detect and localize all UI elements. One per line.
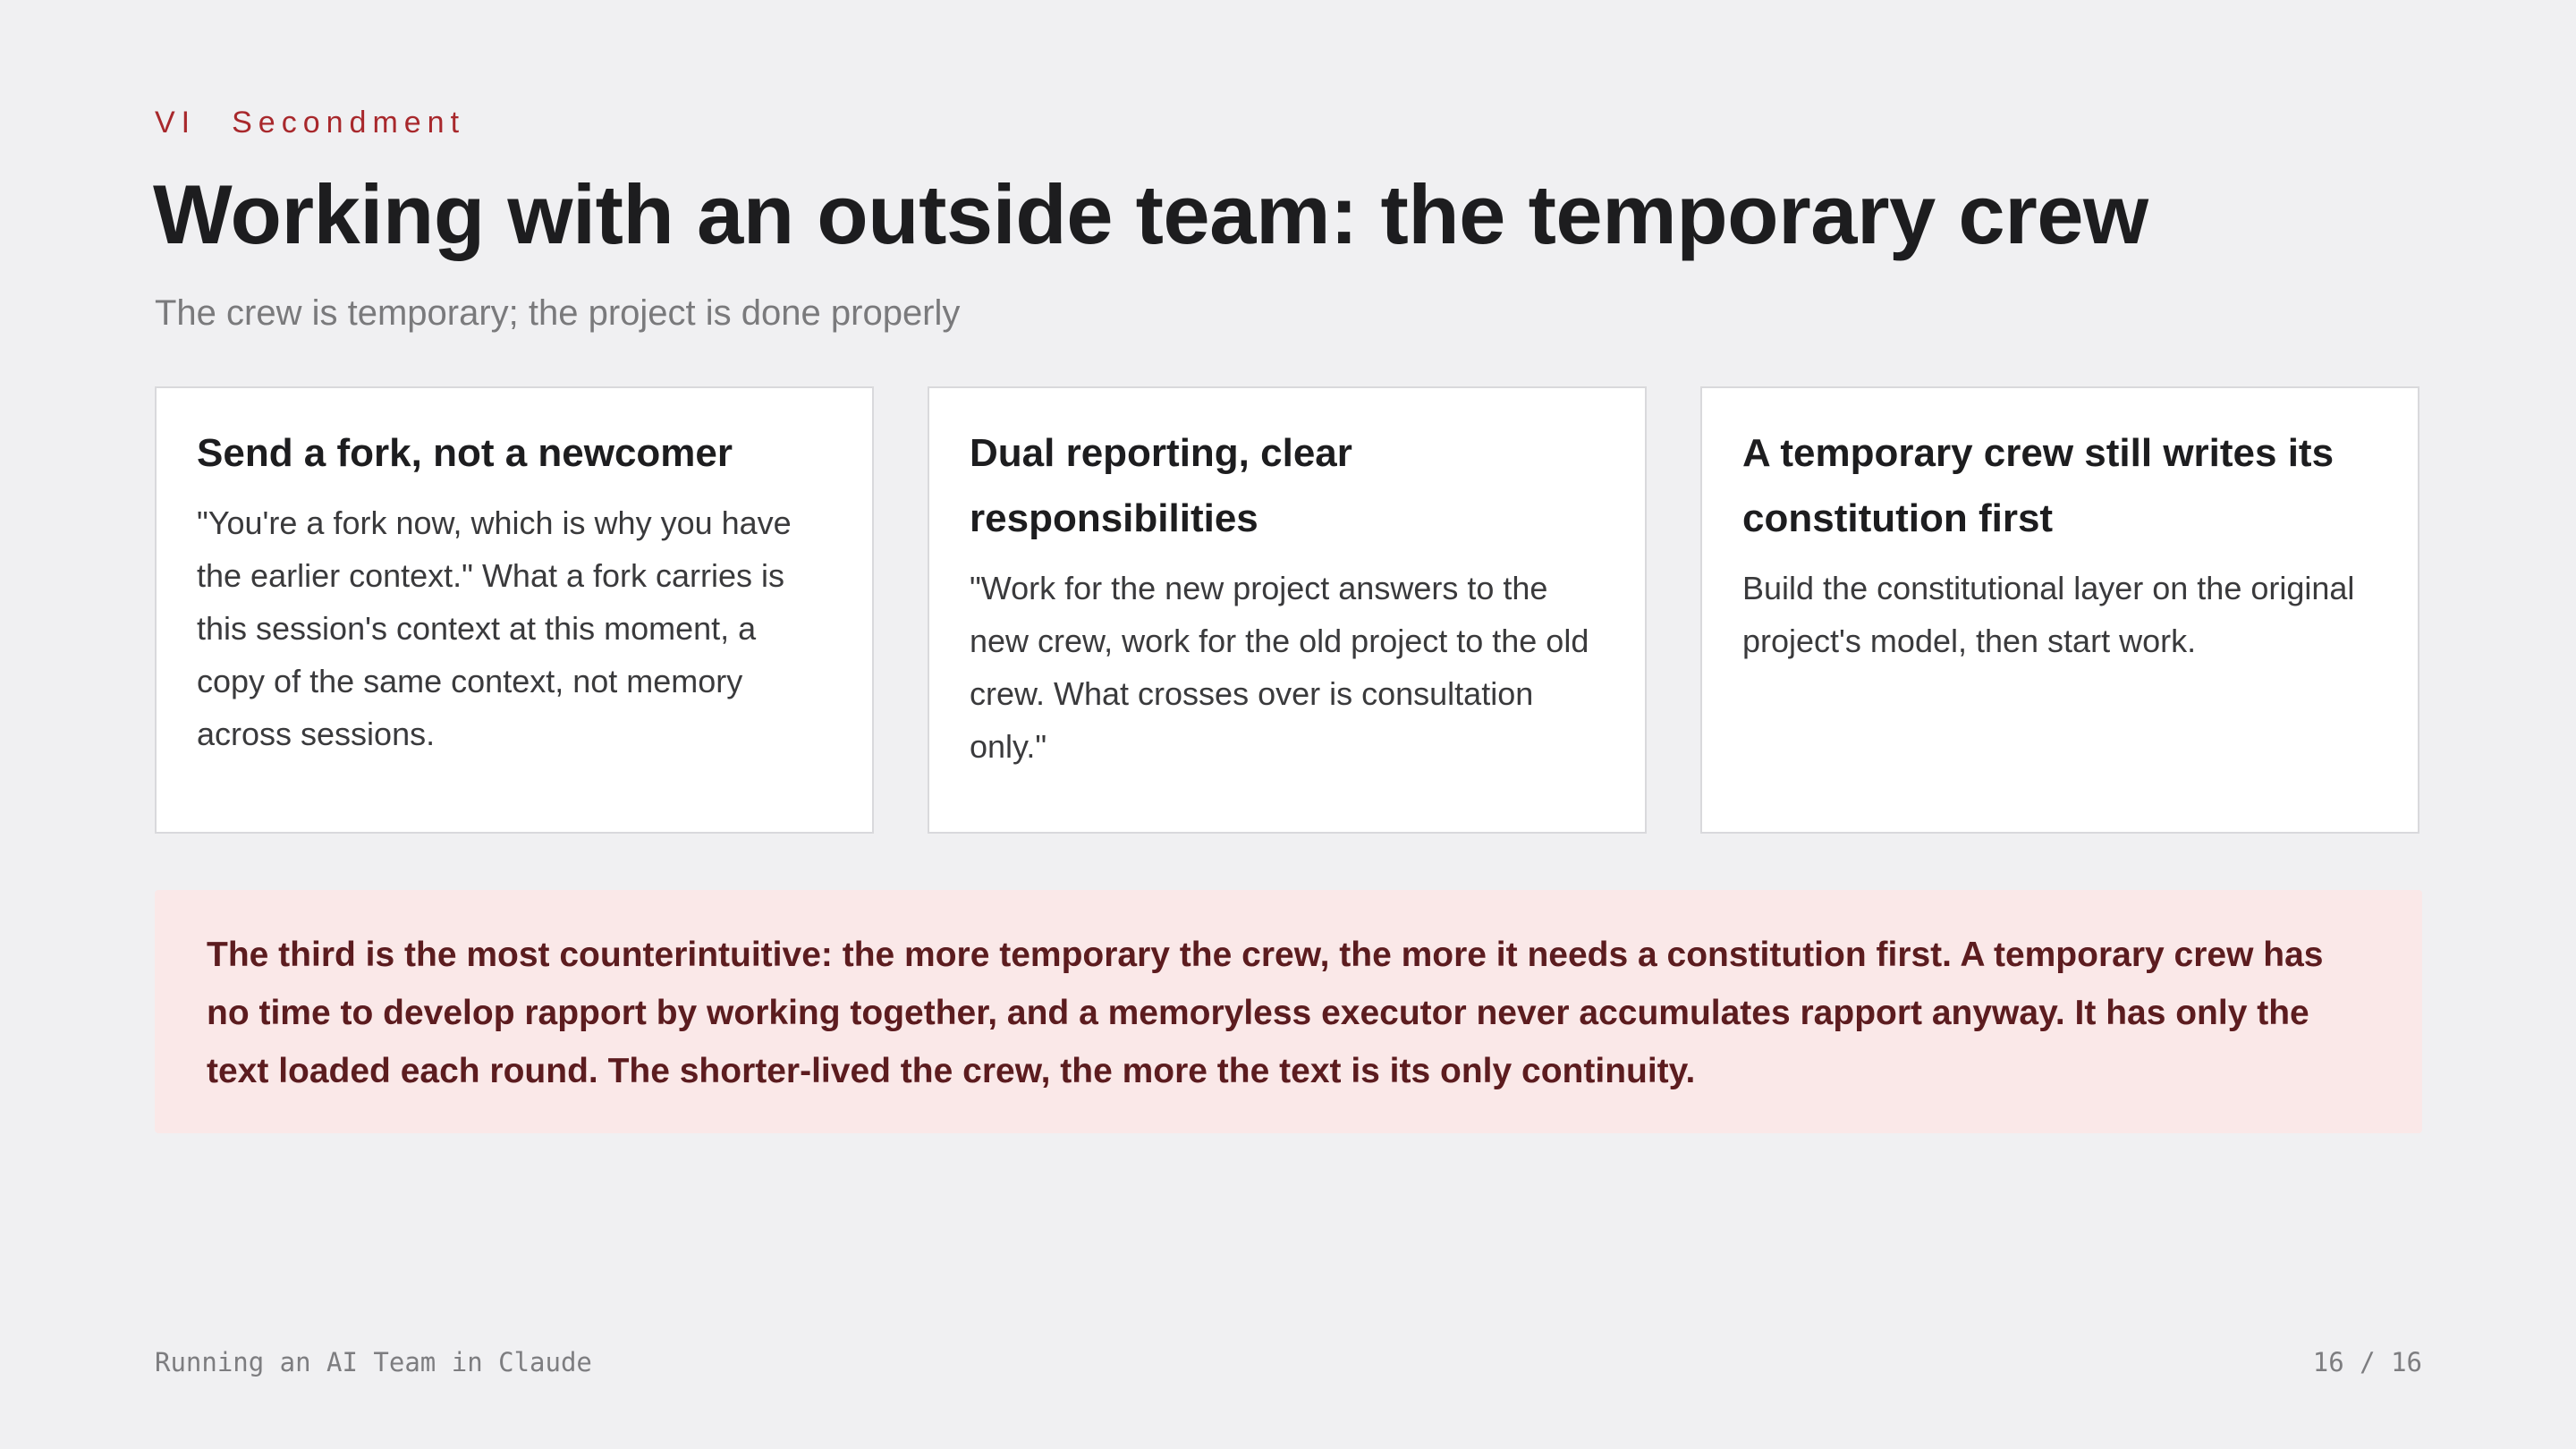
card-body: "Work for the new project answers to the new crew, work for the old project to the old crew. What crosses over is consultation only." [970, 570, 1589, 765]
callout-text: The third is the most counterintuitive: the more temporary the crew, the more it needs a constitution first. A temporary crew has no time to develop rapport by working together, and a memoryless executor never accumulates rapport anyway. It has only the text loaded each round. The shorter-lived the crew, the more the text is its only continuity. [207, 936, 2324, 1090]
section-label: Secondment [232, 106, 466, 140]
card-body: Build the constitutional layer on the original project's model, then start work. [1742, 570, 2355, 659]
card-constitution-first [1700, 386, 2419, 834]
slide-subtitle: The crew is temporary; the project is done properly [155, 293, 961, 333]
card-dual-reporting [928, 386, 1647, 834]
page-indicator: 16 / 16 [2312, 1347, 2422, 1377]
card-heading: A temporary crew still writes its constitution first [1742, 431, 2334, 540]
slide-title: Working with an outside team: the temporary crew [153, 167, 2148, 261]
section-eyebrow [155, 106, 465, 140]
card-heading: Send a fork, not a newcomer [197, 431, 733, 475]
footer-deck-title: Running an AI Team in Claude [155, 1347, 592, 1377]
card-heading: Dual reporting, clear responsibilities [970, 431, 1352, 540]
card-body: "You're a fork now, which is why you have the earlier context." What a fork carries is this session's context at this moment, a copy of the same context, not memory across sessions. [197, 504, 792, 752]
card-send-fork [155, 386, 874, 834]
section-number: VI [155, 106, 197, 140]
card-row [155, 386, 2422, 837]
callout-box [155, 890, 2422, 1133]
